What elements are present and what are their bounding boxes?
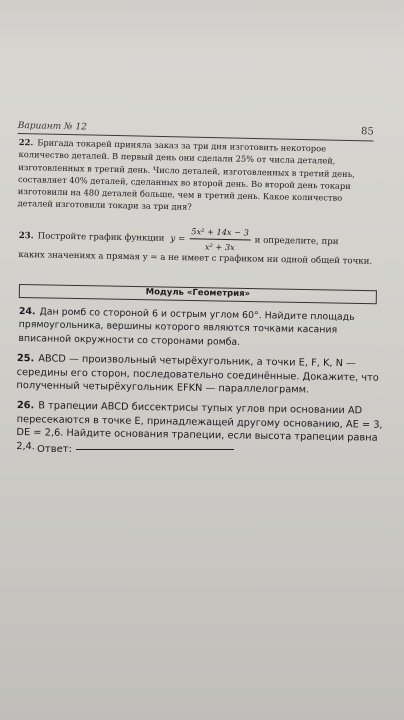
question-24 bbox=[18, 305, 381, 352]
function-fraction bbox=[189, 225, 251, 253]
page-number: 85 bbox=[360, 126, 374, 138]
question-23 bbox=[18, 222, 377, 268]
question-number: 22. bbox=[18, 136, 34, 148]
page-shadow bbox=[0, 0, 404, 60]
question-intro: Постройте график функции bbox=[37, 230, 165, 244]
question-tail: и определите, при bbox=[254, 235, 339, 247]
answer-label: Ответ: bbox=[37, 444, 72, 455]
fraction-denominator: x² + 3x bbox=[204, 241, 235, 253]
question-number: 25. bbox=[16, 352, 35, 365]
module-geometry-banner: Модуль «Геометрия» bbox=[19, 284, 377, 304]
question-text: Дан ромб со стороной 6 и острым углом 60°. Найдите площадь прямоугольника, вершины которого являются точками касания вписанной окружности со сторонами ромба. bbox=[18, 306, 355, 348]
answer-line bbox=[76, 449, 234, 450]
function-lhs: y = bbox=[170, 233, 186, 244]
question-text: ABCD — произвольный четырёхугольник, а точки E, F, K, N — середины его сторон, последовательно соединённые. Докажите, что полученный четырёхугольник EFKN — параллелограмм. bbox=[16, 353, 379, 396]
variant-title: Вариант № 12 bbox=[17, 120, 88, 133]
answer-field bbox=[37, 444, 234, 455]
question-22 bbox=[17, 136, 376, 217]
fraction-numerator: 5x² + 14x − 3 bbox=[189, 225, 251, 240]
question-text: В трапеции ABCD биссектрисы тупых углов при основании AD пересекаются в точке E, принадлежащей другому основанию, AE = 3, DE = 2,6. Найдите основания трапеции, если высота трапеции равна 2,4. bbox=[16, 400, 383, 453]
question-number: 26. bbox=[16, 399, 35, 412]
question-number: 23. bbox=[18, 230, 34, 241]
question-text: Бригада токарей приняла заказ за три дня изготовить некоторое количество деталей. В первый день они сделали 25% от числа деталей, изготовленных в третий день. Число деталей, изготовленных в третий день, составляет 40% деталей, сделанных во второй день. Во второй день токари изготовили на 480 деталей больше, чем в третий день. Какое количество деталей изготовили токари за три дня? bbox=[17, 137, 355, 213]
question-25 bbox=[16, 352, 381, 398]
question-number: 24. bbox=[18, 305, 36, 318]
question-text: каких значениях a прямая y = a не имеет с графиком ни одной общей точки. bbox=[18, 249, 373, 267]
